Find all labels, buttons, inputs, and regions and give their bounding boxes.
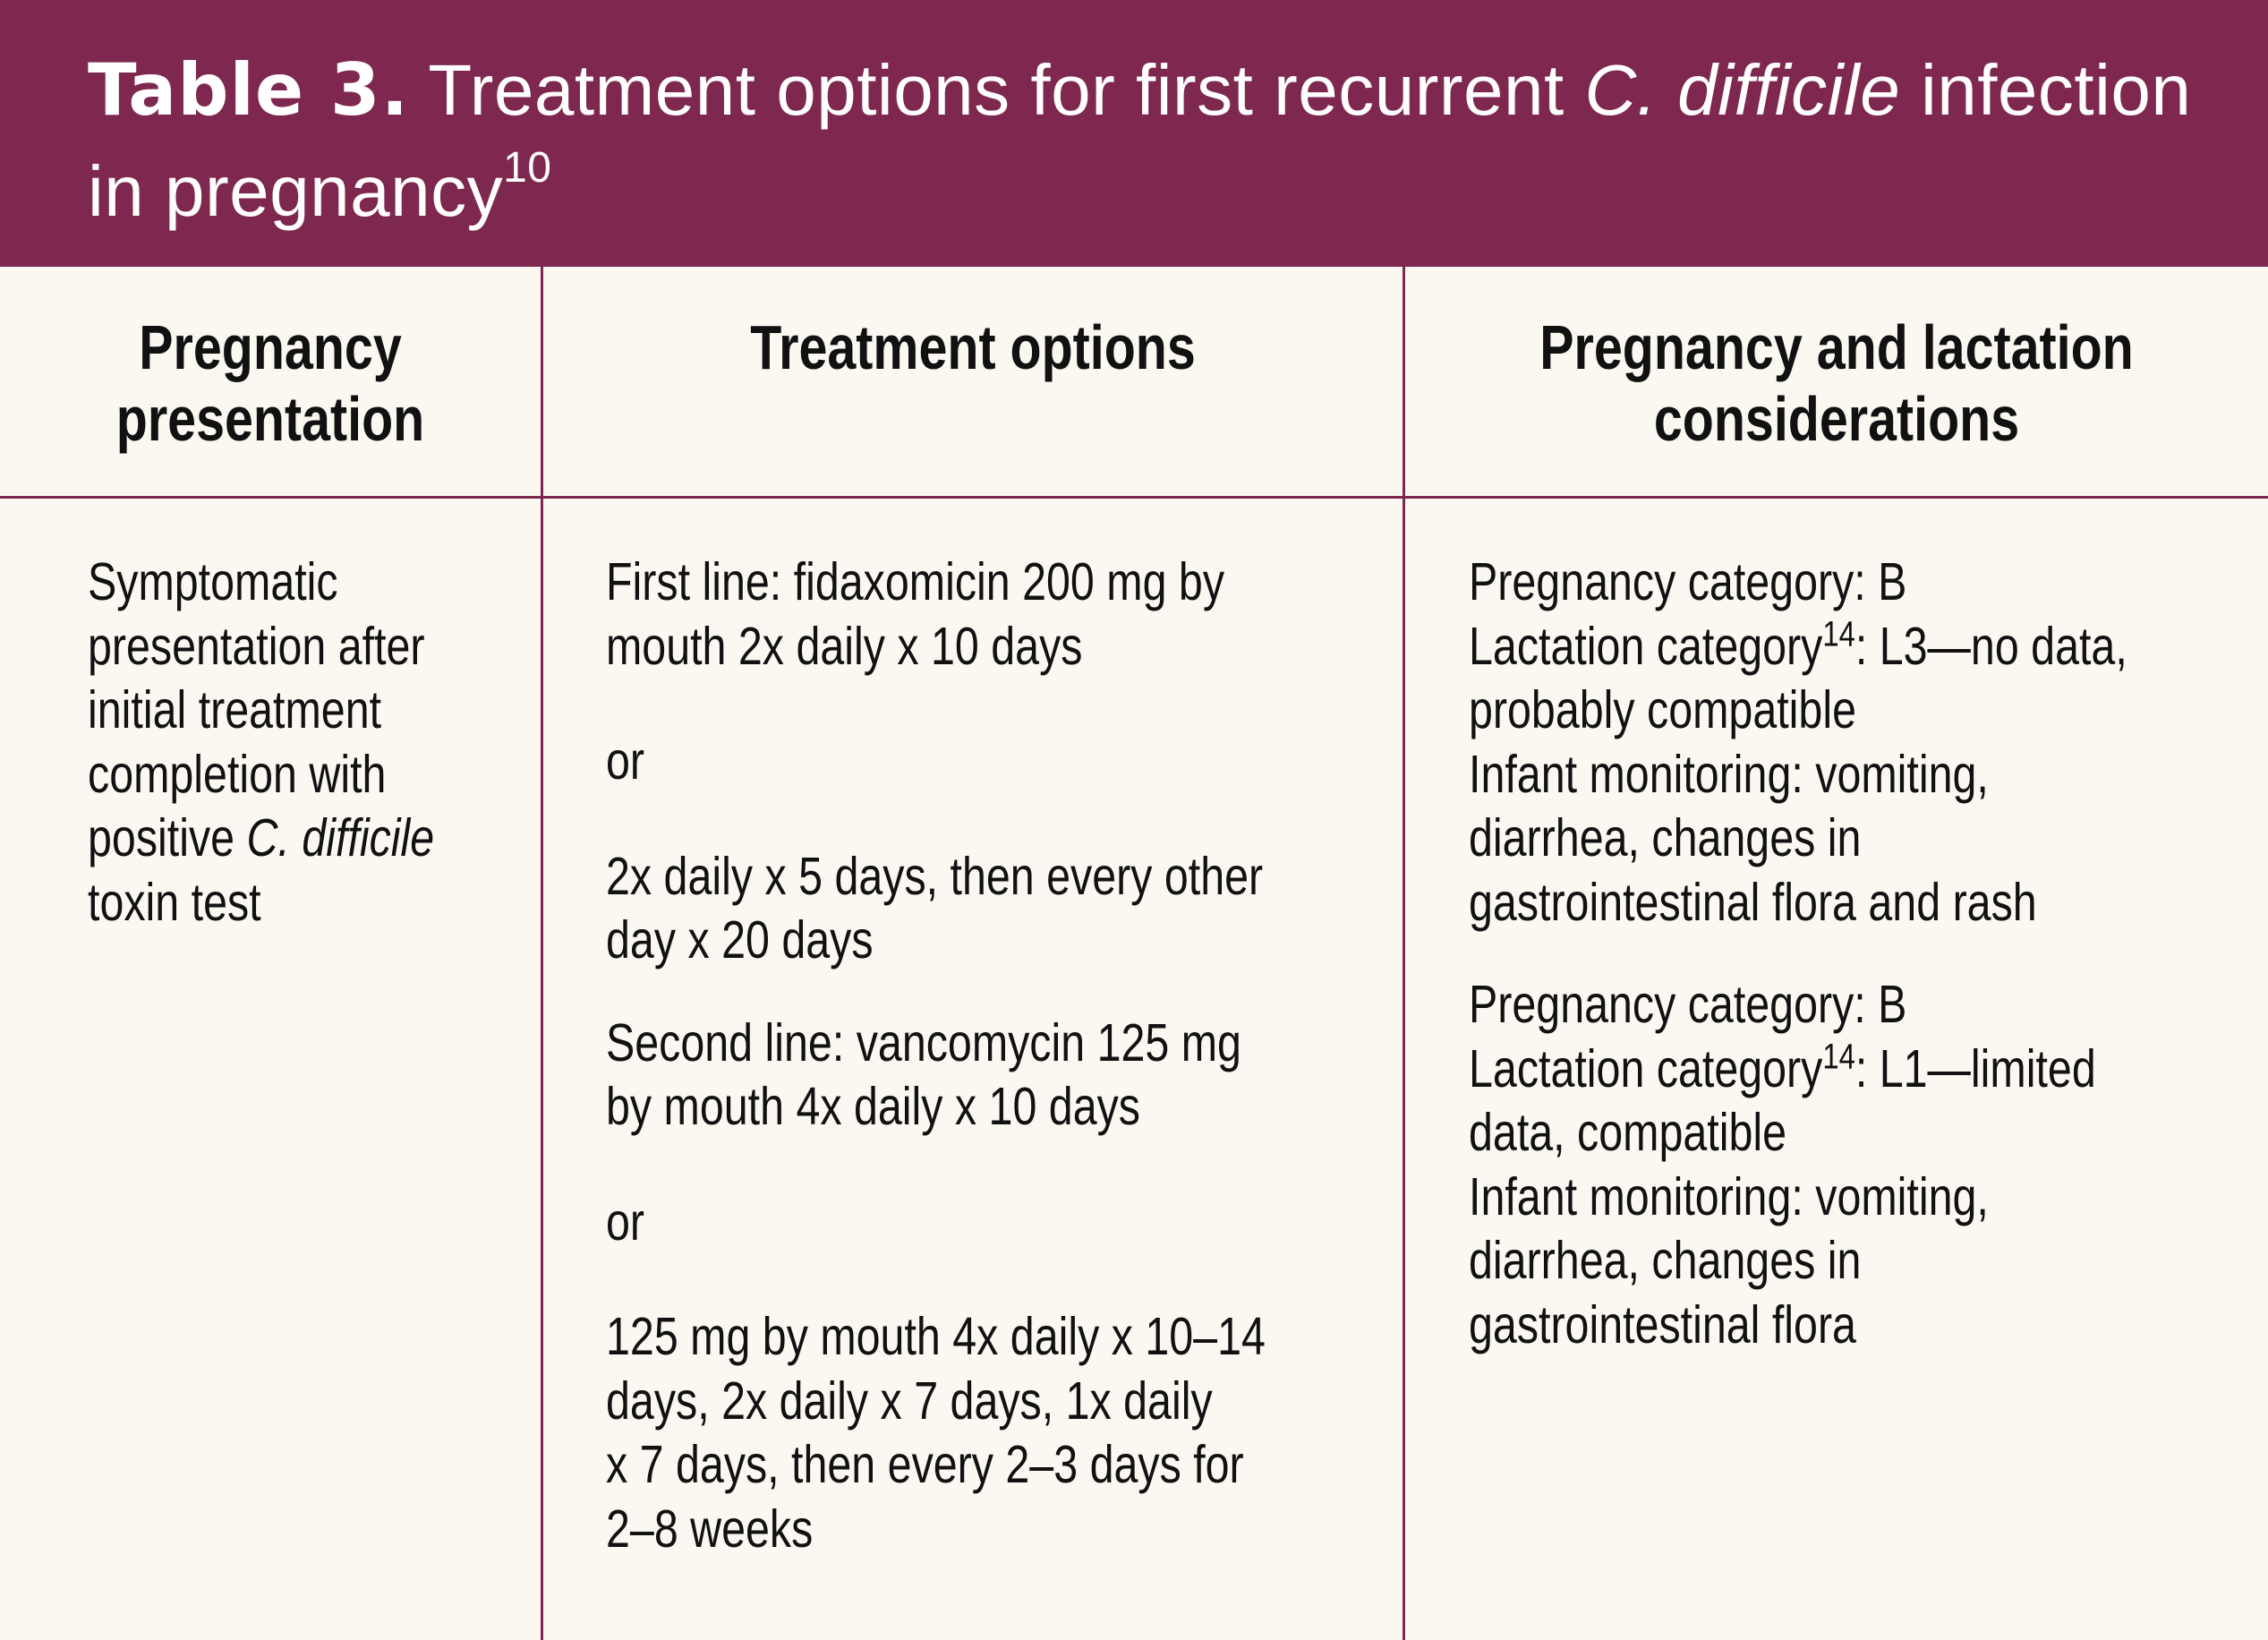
table-label: Table 3. [88,48,410,132]
header-divider [0,496,2268,499]
header-pregnancy-presentation: Pregnancy presentation [115,312,425,454]
column-divider [541,267,543,1640]
reference-superscript: 14 [1822,1036,1855,1076]
cell-treatment-options [606,551,1266,1561]
fidaxomicin-considerations: Pregnancy category: B Lactation category$^{14}$: L3—no data, probably compatible Infant monitoring: vomiting, diarrhea, changes in gastrointestinal flora and rash [1469,552,2127,932]
first-line-treatment: First line: fidaxomicin 200 mg by mouth 2x daily x 10 days [606,552,1225,676]
alternative-regimen: 2x daily x 5 days, then every other day x 20 days [606,846,1264,969]
column-divider [1403,267,1405,1640]
second-line-treatment: Second line: vancomycin 125 mg by mouth 4x daily x 10 days [606,1012,1241,1136]
cell-considerations [1469,551,2127,1357]
header-treatment-options: Treatment options [750,312,1196,382]
organism-name: C. difficile [246,808,435,867]
table-title-banner [0,0,2268,267]
alternative-regimen: 125 mg by mouth 4x daily x 10–14 days, 2x daily x 7 days, 1x daily x 7 days, then every 2–3 days for 2–8 weeks [606,1307,1266,1559]
or-separator: or [606,731,645,790]
cell-presentation: Symptomatic presentation after initial treatment completion with positive C. difficile toxin test [88,552,435,932]
table-title-line2: in pregnancy$^{10}$ [88,144,552,231]
vancomycin-considerations: Pregnancy category: B Lactation category$^{14}$: L1—limited data, compatible Infant monitoring: vomiting, diarrhea, changes in gastrointestinal flora [1469,975,2096,1354]
header-pregnancy-lactation: Pregnancy and lactation considerations [1539,312,2134,454]
table-title-line1: Table 3. Treatment options for first recurrent C. difficile infection [88,48,2192,132]
reference-superscript: 14 [1822,613,1855,653]
organism-name: C. difficile [1584,50,1901,130]
or-separator: or [606,1192,645,1251]
reference-superscript: 10 [503,144,552,192]
